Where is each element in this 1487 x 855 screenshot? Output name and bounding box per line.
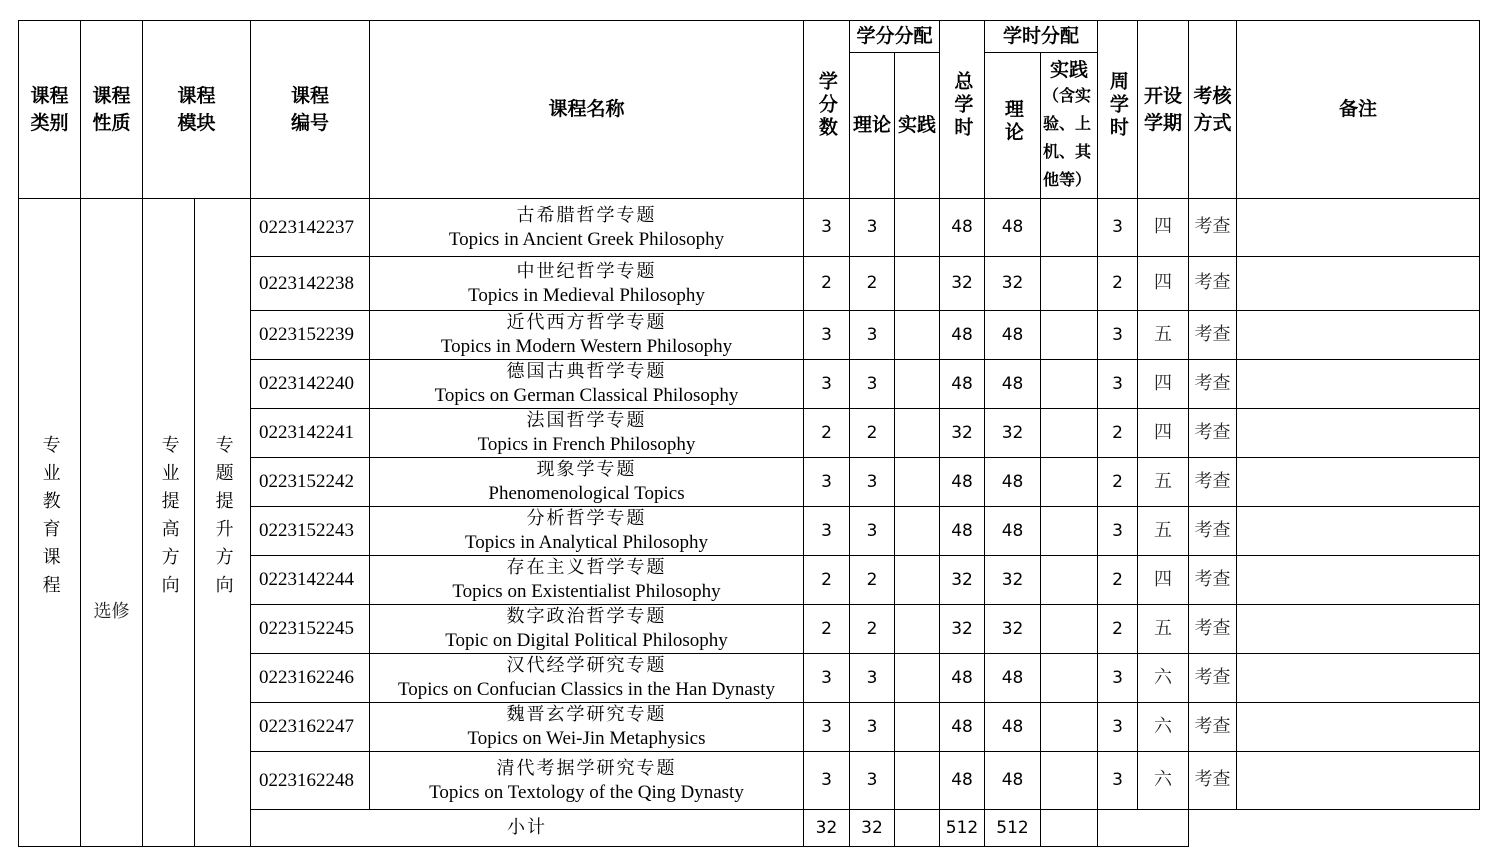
header-weekly-hours: 周学时 [1098, 21, 1138, 199]
course-hour-practice [1041, 311, 1098, 360]
course-semester: 四 [1138, 409, 1189, 458]
course-hour-practice [1041, 507, 1098, 556]
course-hour-theory: 32 [985, 409, 1041, 458]
course-hour-theory: 32 [985, 556, 1041, 605]
course-assessment: 考查 [1189, 409, 1237, 458]
header-semester: 开设学期 [1138, 21, 1189, 199]
course-name [370, 199, 804, 257]
group-module: 专业提高方向 [158, 434, 180, 603]
course-name-en: Topics on Wei-Jin Metaphysics [467, 728, 706, 749]
course-total-hours: 48 [940, 458, 985, 507]
course-name [370, 360, 804, 409]
course-semester: 六 [1138, 752, 1189, 810]
course-credits: 3 [804, 199, 850, 257]
course-hour-theory: 32 [985, 257, 1041, 311]
course-code: 0223162247 [251, 703, 370, 752]
header-module: 课程模块 [143, 21, 251, 199]
course-assessment: 考查 [1189, 703, 1237, 752]
course-code: 0223152245 [251, 605, 370, 654]
header-hour-practice-title: 实践 [1050, 58, 1089, 81]
course-semester: 六 [1138, 703, 1189, 752]
course-credits: 3 [804, 458, 850, 507]
course-hour-theory: 48 [985, 752, 1041, 810]
course-name-cn: 德国古典哲学专题 [506, 361, 667, 382]
course-credit-practice [895, 654, 940, 703]
course-code: 0223152242 [251, 458, 370, 507]
course-total-hours: 32 [940, 257, 985, 311]
header-credit-theory: 理论 [850, 53, 895, 199]
course-assessment: 考查 [1189, 556, 1237, 605]
course-hour-practice [1041, 752, 1098, 810]
course-code: 0223152243 [251, 507, 370, 556]
course-credit-theory: 3 [850, 311, 895, 360]
course-credit-theory: 3 [850, 703, 895, 752]
subtotal-label: 小计 [507, 816, 547, 838]
course-credit-practice [895, 360, 940, 409]
course-credit-theory: 3 [850, 199, 895, 257]
course-credits: 3 [804, 311, 850, 360]
course-total-hours: 32 [940, 605, 985, 654]
course-remarks [1237, 311, 1480, 360]
course-credit-theory: 3 [850, 507, 895, 556]
course-name-cn: 汉代经学研究专题 [506, 655, 667, 676]
course-code: 0223162248 [251, 752, 370, 810]
header-hour-practice-note: （含实验、上机、其他等） [1043, 85, 1092, 189]
group-submodule-cell [195, 199, 251, 847]
course-hour-theory: 32 [985, 605, 1041, 654]
course-total-hours: 48 [940, 311, 985, 360]
header-row-1 [19, 21, 1480, 53]
course-name-en: Topics in Modern Western Philosophy [440, 336, 733, 357]
course-weekly-hours: 3 [1098, 507, 1138, 556]
course-hour-theory: 48 [985, 654, 1041, 703]
course-credit-practice [895, 507, 940, 556]
course-remarks [1237, 556, 1480, 605]
course-hour-theory: 48 [985, 199, 1041, 257]
subtotal-hour-theory: 512 [985, 810, 1041, 847]
course-name-en: Topics in Medieval Philosophy [468, 284, 705, 306]
course-weekly-hours: 3 [1098, 703, 1138, 752]
course-name [370, 458, 804, 507]
course-credit-practice [895, 199, 940, 257]
course-code: 0223142238 [251, 257, 370, 311]
course-name-en: Topics in Ancient Greek Philosophy [448, 228, 725, 250]
course-hour-theory: 48 [985, 507, 1041, 556]
course-hour-theory: 48 [985, 703, 1041, 752]
course-name-cn: 法国哲学专题 [526, 410, 647, 431]
course-name-cn: 中世纪哲学专题 [516, 260, 657, 282]
course-code: 0223142241 [251, 409, 370, 458]
course-credit-theory: 3 [850, 360, 895, 409]
course-code: 0223142237 [251, 199, 370, 257]
header-hour-allocation: 学时分配 [985, 21, 1098, 53]
course-hour-theory: 48 [985, 458, 1041, 507]
course-name-cn: 近代西方哲学专题 [506, 312, 667, 333]
course-credit-theory: 3 [850, 654, 895, 703]
subtotal-hour-practice [1041, 810, 1098, 847]
course-name [370, 507, 804, 556]
header-credits: 学分数 [804, 21, 850, 199]
course-credit-theory: 2 [850, 605, 895, 654]
course-weekly-hours: 2 [1098, 458, 1138, 507]
course-weekly-hours: 3 [1098, 654, 1138, 703]
group-nature-cell [81, 199, 143, 847]
course-code: 0223152239 [251, 311, 370, 360]
course-credits: 2 [804, 409, 850, 458]
subtotal-credits: 32 [804, 810, 850, 847]
subtotal-weekly-semester [1098, 810, 1189, 847]
course-credits: 3 [804, 507, 850, 556]
course-semester: 六 [1138, 654, 1189, 703]
course-hour-theory: 48 [985, 311, 1041, 360]
course-weekly-hours: 2 [1098, 556, 1138, 605]
course-name [370, 605, 804, 654]
course-hour-practice [1041, 703, 1098, 752]
subtotal-label-cell [251, 810, 804, 847]
course-name-cn: 数字政治哲学专题 [506, 606, 667, 627]
course-name-cn: 分析哲学专题 [526, 508, 647, 529]
course-remarks [1237, 257, 1480, 311]
course-weekly-hours: 3 [1098, 360, 1138, 409]
header-hour-theory: 理论 [985, 53, 1041, 199]
course-assessment: 考查 [1189, 257, 1237, 311]
course-credit-practice [895, 311, 940, 360]
course-credit-theory: 3 [850, 458, 895, 507]
course-total-hours: 48 [940, 752, 985, 810]
course-remarks [1237, 458, 1480, 507]
course-hour-practice [1041, 654, 1098, 703]
course-credit-theory: 2 [850, 257, 895, 311]
course-assessment: 考查 [1189, 458, 1237, 507]
course-name-en: Topics on Textology of the Qing Dynasty [429, 781, 744, 803]
course-name-cn: 存在主义哲学专题 [506, 557, 667, 578]
course-hour-practice [1041, 257, 1098, 311]
course-credits: 3 [804, 654, 850, 703]
header-credit-allocation: 学分分配 [850, 21, 940, 53]
header-remarks: 备注 [1237, 21, 1480, 199]
course-name [370, 311, 804, 360]
course-name-en: Topics in French Philosophy [477, 434, 696, 455]
course-code: 0223162246 [251, 654, 370, 703]
header-nature: 课程性质 [81, 21, 143, 199]
course-semester: 五 [1138, 311, 1189, 360]
course-semester: 五 [1138, 605, 1189, 654]
course-credit-practice [895, 257, 940, 311]
course-credit-practice [895, 605, 940, 654]
course-credit-practice [895, 556, 940, 605]
course-remarks [1237, 507, 1480, 556]
course-assessment: 考查 [1189, 199, 1237, 257]
header-credit-practice: 实践 [895, 53, 940, 199]
header-category: 课程类别 [19, 21, 81, 199]
header-name: 课程名称 [370, 21, 804, 199]
course-name [370, 752, 804, 810]
course-weekly-hours: 2 [1098, 409, 1138, 458]
header-assessment: 考核方式 [1189, 21, 1237, 199]
course-assessment: 考查 [1189, 360, 1237, 409]
course-total-hours: 48 [940, 199, 985, 257]
course-total-hours: 32 [940, 556, 985, 605]
course-semester: 五 [1138, 507, 1189, 556]
course-assessment: 考查 [1189, 507, 1237, 556]
course-weekly-hours: 3 [1098, 311, 1138, 360]
course-credit-theory: 2 [850, 556, 895, 605]
course-weekly-hours: 3 [1098, 752, 1138, 810]
course-credit-theory: 2 [850, 409, 895, 458]
course-semester: 四 [1138, 556, 1189, 605]
course-credits: 2 [804, 556, 850, 605]
course-name-en: Topics in Analytical Philosophy [464, 532, 709, 553]
course-assessment: 考查 [1189, 311, 1237, 360]
course-hour-practice [1041, 605, 1098, 654]
course-name-en: Phenomenological Topics [488, 483, 685, 504]
course-credit-practice [895, 703, 940, 752]
course-name-cn: 魏晋玄学研究专题 [506, 704, 667, 725]
course-remarks [1237, 409, 1480, 458]
header-total-hours: 总学时 [940, 21, 985, 199]
group-nature: 选修 [93, 601, 130, 623]
course-hour-practice [1041, 458, 1098, 507]
course-hour-theory: 48 [985, 360, 1041, 409]
course-total-hours: 48 [940, 360, 985, 409]
course-name-en: Topic on Digital Political Philosophy [445, 630, 728, 651]
course-credits: 3 [804, 752, 850, 810]
course-credit-practice [895, 458, 940, 507]
course-remarks [1237, 360, 1480, 409]
course-semester: 四 [1138, 360, 1189, 409]
subtotal-total-hours: 512 [940, 810, 985, 847]
course-name-en: Topics on German Classical Philosophy [434, 385, 739, 406]
course-remarks [1237, 199, 1480, 257]
course-code: 0223142244 [251, 556, 370, 605]
course-assessment: 考查 [1189, 654, 1237, 703]
course-credit-practice [895, 752, 940, 810]
course-semester: 四 [1138, 257, 1189, 311]
course-credits: 3 [804, 703, 850, 752]
course-credit-theory: 3 [850, 752, 895, 810]
course-name-cn: 现象学专题 [536, 459, 637, 480]
course-name [370, 654, 804, 703]
course-hour-practice [1041, 199, 1098, 257]
course-remarks [1237, 752, 1480, 810]
course-total-hours: 32 [940, 409, 985, 458]
course-weekly-hours: 2 [1098, 257, 1138, 311]
course-table [18, 20, 1480, 847]
course-credits: 3 [804, 360, 850, 409]
table-row [19, 199, 1480, 257]
course-hour-practice [1041, 360, 1098, 409]
course-semester: 五 [1138, 458, 1189, 507]
course-credits: 2 [804, 257, 850, 311]
course-hour-practice [1041, 556, 1098, 605]
course-total-hours: 48 [940, 507, 985, 556]
header-code: 课程编号 [251, 21, 370, 199]
group-category: 专业教育课程 [39, 434, 61, 603]
course-name-cn: 清代考据学研究专题 [496, 757, 677, 779]
course-weekly-hours: 3 [1098, 199, 1138, 257]
course-total-hours: 48 [940, 703, 985, 752]
course-credits: 2 [804, 605, 850, 654]
course-name [370, 409, 804, 458]
subtotal-credit-practice [895, 810, 940, 847]
course-total-hours: 48 [940, 654, 985, 703]
course-code: 0223142240 [251, 360, 370, 409]
group-category-cell [19, 199, 81, 847]
course-remarks [1237, 654, 1480, 703]
course-assessment: 考查 [1189, 605, 1237, 654]
group-module-cell [143, 199, 195, 847]
subtotal-credit-theory: 32 [850, 810, 895, 847]
course-weekly-hours: 2 [1098, 605, 1138, 654]
course-assessment: 考查 [1189, 752, 1237, 810]
course-name-en: Topics on Existentialist Philosophy [452, 581, 721, 602]
course-remarks [1237, 605, 1480, 654]
course-name-en: Topics on Confucian Classics in the Han Dynasty [397, 679, 776, 700]
course-name [370, 257, 804, 311]
group-submodule: 专题提升方向 [212, 434, 234, 603]
course-remarks [1237, 703, 1480, 752]
course-hour-practice [1041, 409, 1098, 458]
course-name [370, 556, 804, 605]
course-credit-practice [895, 409, 940, 458]
course-name [370, 703, 804, 752]
header-hour-practice [1041, 53, 1098, 199]
course-name-cn: 古希腊哲学专题 [516, 204, 657, 226]
course-semester: 四 [1138, 199, 1189, 257]
